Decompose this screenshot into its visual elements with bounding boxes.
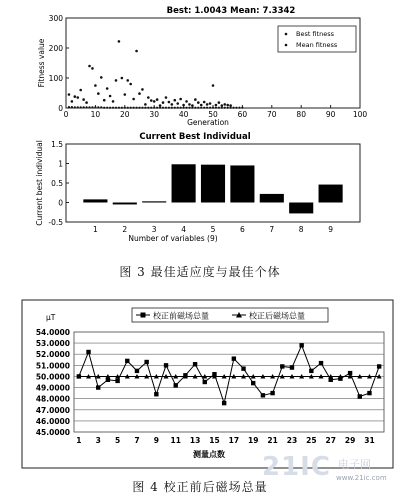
best-fitness-point — [138, 107, 140, 109]
bar-6 — [230, 165, 254, 202]
best-fitness-point — [232, 107, 234, 109]
mean-fitness-point — [218, 101, 221, 104]
mean-fitness-point — [203, 101, 206, 104]
mean-fitness-point — [94, 84, 97, 87]
before-correction-point — [299, 343, 303, 347]
legend-after-label: 校正后磁场总量 — [249, 311, 305, 321]
bar-ytick-label: 0 — [58, 198, 63, 208]
line-ytick-label: 47.0000 — [35, 405, 70, 415]
mean-fitness-point — [229, 104, 232, 107]
line-xtick-label: 27 — [325, 436, 336, 445]
scatter-ytick-label: 0 — [58, 104, 63, 113]
before-correction-point — [164, 363, 168, 367]
line-ytick-label: 50.0000 — [35, 372, 70, 382]
best-fitness-point — [171, 107, 173, 109]
bar-category-label: 1 — [93, 225, 98, 234]
best-fitness-point — [133, 107, 135, 109]
line-xtick-label: 11 — [170, 436, 181, 445]
before-correction-point — [203, 380, 207, 384]
scatter-xtick-label: 60 — [237, 110, 248, 119]
line-xtick-label: 13 — [189, 436, 201, 445]
best-fitness-point — [88, 106, 90, 108]
line-unit-label: μT — [46, 313, 56, 322]
line-xtick-label: 23 — [286, 436, 298, 445]
bar-category-label: 4 — [181, 225, 186, 234]
bar-category-label: 3 — [151, 225, 157, 234]
best-fitness-point — [200, 107, 202, 109]
line-xtick-label: 3 — [95, 436, 101, 445]
best-fitness-point — [109, 107, 111, 109]
line-xtick-label: 21 — [267, 436, 278, 445]
bar-9 — [319, 185, 343, 203]
mean-fitness-point — [221, 104, 224, 107]
mean-fitness-point — [121, 77, 124, 80]
best-fitness-point — [194, 107, 196, 109]
mean-fitness-point — [200, 104, 203, 107]
legend-before-marker — [141, 313, 146, 318]
scatter-xtick-label: 90 — [325, 110, 336, 119]
mean-fitness-point — [100, 76, 103, 79]
best-fitness-point — [209, 107, 211, 109]
mean-fitness-point — [129, 83, 132, 86]
best-fitness-point — [118, 107, 120, 109]
best-fitness-point — [212, 107, 214, 109]
before-correction-point — [319, 361, 323, 365]
bar-4 — [172, 164, 196, 202]
mean-fitness-point — [118, 40, 121, 43]
before-correction-point — [232, 356, 236, 360]
before-correction-point — [309, 369, 313, 373]
best-fitness-point — [147, 107, 149, 109]
line-ytick-label: 53.0000 — [35, 339, 70, 349]
best-fitness-point — [180, 107, 182, 109]
before-correction-point — [367, 391, 371, 395]
scatter-xtick-label: 70 — [267, 110, 277, 119]
line-ytick-label: 45.0000 — [35, 428, 70, 437]
best-fitness-point — [183, 107, 185, 109]
mean-fitness-point — [171, 103, 174, 106]
before-correction-point — [106, 378, 110, 382]
best-fitness-point — [215, 107, 217, 109]
best-fitness-point — [121, 107, 123, 109]
bar-category-label: 9 — [328, 225, 333, 234]
before-correction-point — [174, 383, 178, 387]
before-correction-point — [144, 360, 148, 364]
mean-fitness-point — [156, 98, 159, 101]
best-fitness-point — [230, 107, 232, 109]
before-correction-point — [329, 378, 333, 382]
mean-fitness-point — [85, 101, 88, 104]
mean-fitness-point — [179, 98, 182, 101]
best-fitness-point — [156, 107, 158, 109]
bar-xlabel: Number of variables (9) — [128, 234, 218, 243]
best-fitness-point — [227, 107, 229, 109]
before-correction-point — [135, 369, 139, 373]
line-ytick-label: 49.0000 — [35, 383, 70, 393]
mean-fitness-point — [206, 103, 209, 106]
best-fitness-point — [127, 107, 129, 109]
mean-fitness-point — [165, 96, 168, 99]
bar-ytick-label: 1 — [58, 159, 63, 169]
best-fitness-point — [221, 107, 223, 109]
best-fitness-point — [174, 107, 176, 109]
mean-fitness-point — [109, 95, 112, 98]
scatter-xtick-label: 30 — [149, 110, 159, 119]
line-ytick-label: 54.0000 — [35, 328, 70, 337]
best-fitness-point — [68, 106, 70, 108]
mean-fitness-point — [215, 104, 218, 107]
mean-fitness-point — [188, 103, 191, 106]
best-fitness-point — [100, 106, 102, 108]
best-fitness-point — [80, 106, 82, 108]
mean-fitness-point — [138, 92, 141, 95]
before-correction-point — [193, 362, 197, 366]
best-fitness-point — [85, 106, 87, 108]
legend-mean-label: Mean fitness — [296, 41, 338, 49]
before-correction-point — [377, 364, 381, 368]
best-fitness-point — [162, 107, 164, 109]
mean-fitness-point — [91, 67, 94, 70]
legend-mean-marker — [285, 44, 288, 47]
mean-fitness-point — [191, 104, 194, 107]
bar-1 — [83, 199, 107, 202]
mean-fitness-point — [153, 100, 156, 103]
best-fitness-point — [235, 107, 237, 109]
before-correction-point — [251, 381, 255, 385]
before-correction-point — [261, 393, 265, 397]
mean-fitness-point — [68, 93, 71, 96]
before-correction-point — [348, 371, 352, 375]
mean-fitness-point — [141, 88, 144, 91]
scatter-xtick-label: 40 — [178, 110, 189, 119]
before-correction-point — [290, 365, 294, 369]
best-fitness-point — [112, 107, 114, 109]
mean-fitness-point — [79, 89, 82, 92]
best-fitness-point — [150, 107, 152, 109]
best-fitness-point — [91, 106, 93, 108]
legend-best-label: Best fitness — [296, 30, 334, 38]
line-xtick-label: 7 — [134, 436, 140, 445]
scatter-xlabel: Generation — [187, 118, 229, 127]
mean-fitness-point — [135, 50, 138, 53]
best-fitness-point — [103, 107, 105, 109]
best-fitness-point — [218, 107, 220, 109]
mean-fitness-point — [124, 93, 127, 96]
legend-before-label: 校正前磁场总量 — [153, 311, 209, 321]
line-xtick-label: 17 — [228, 436, 240, 445]
mean-fitness-point — [97, 92, 100, 95]
bar-3 — [142, 201, 166, 202]
watermark-logo-text: 电子网 — [338, 458, 371, 471]
bar-7 — [260, 194, 284, 203]
line-ytick-label: 48.0000 — [35, 394, 70, 404]
bar-category-label: 2 — [122, 225, 128, 234]
scatter-title: Best: 1.0043 Mean: 7.3342 — [166, 6, 296, 16]
best-fitness-point — [153, 107, 155, 109]
best-fitness-point — [77, 106, 79, 108]
figure-4-caption: 图 4 校正前后磁场总量 — [132, 480, 268, 494]
line-ytick-label: 52.0000 — [35, 350, 70, 360]
before-correction-point — [86, 350, 90, 354]
before-correction-point — [183, 373, 187, 377]
before-correction-point — [358, 394, 362, 398]
scatter-xtick-label: 80 — [296, 110, 306, 119]
mean-fitness-point — [194, 98, 197, 101]
bar-ylabel: Current best individual — [35, 140, 44, 226]
mean-fitness-point — [173, 99, 176, 102]
figure-3-caption: 图 3 最佳适应度与最佳个体 — [119, 265, 281, 279]
line-xtick-label: 29 — [344, 436, 356, 445]
line-xlabel: 测量点数 — [193, 450, 225, 459]
line-xtick-label: 25 — [306, 436, 317, 445]
bar-5 — [201, 165, 225, 203]
mean-fitness-point — [223, 103, 226, 106]
bar-ytick-label: 0.5 — [51, 179, 63, 188]
mean-fitness-point — [115, 79, 118, 82]
scatter-ytick-label: 300 — [48, 14, 63, 23]
bar-ytick-label: -0.5 — [48, 218, 63, 227]
scatter-xtick-label: 10 — [90, 110, 101, 119]
mean-fitness-point — [106, 87, 109, 90]
best-fitness-point — [185, 107, 187, 109]
best-fitness-point — [224, 107, 226, 109]
line-xtick-label: 9 — [153, 436, 159, 445]
best-fitness-point — [106, 107, 108, 109]
mean-fitness-point — [132, 98, 135, 101]
best-fitness-point — [188, 107, 190, 109]
mean-fitness-point — [71, 100, 74, 103]
mean-fitness-point — [176, 102, 179, 105]
mean-fitness-point — [212, 84, 215, 87]
scatter-ylabel: Fitness value — [37, 38, 46, 88]
best-fitness-point — [165, 107, 167, 109]
scatter-xtick-label: 100 — [352, 110, 368, 119]
bar-ytick-label: 1.5 — [51, 140, 63, 149]
line-xtick-label: 15 — [209, 436, 220, 445]
line-xtick-label: 19 — [248, 436, 259, 445]
best-fitness-point — [238, 107, 240, 109]
bar-category-label: 6 — [240, 225, 245, 234]
before-correction-point — [222, 401, 226, 405]
mean-fitness-point — [76, 96, 79, 99]
mean-fitness-point — [159, 104, 162, 107]
before-correction-point — [270, 391, 274, 395]
best-fitness-point — [115, 107, 117, 109]
best-fitness-point — [168, 107, 170, 109]
line-xtick-label: 5 — [114, 436, 121, 445]
mean-fitness-point — [88, 65, 91, 68]
line-xtick-label: 1 — [76, 436, 82, 445]
best-fitness-point — [159, 107, 161, 109]
before-correction-point — [115, 379, 119, 383]
mean-fitness-point — [112, 100, 115, 103]
watermark-logo: 21IC — [262, 452, 331, 482]
mean-fitness-point — [82, 98, 85, 101]
mean-fitness-point — [168, 101, 171, 104]
best-fitness-point — [241, 107, 243, 109]
before-correction-point — [96, 385, 100, 389]
before-correction-point — [280, 364, 284, 368]
scatter-xtick-label: 0 — [63, 110, 69, 119]
bar-category-label: 7 — [269, 225, 275, 234]
best-fitness-point — [191, 107, 193, 109]
best-fitness-point — [144, 107, 146, 109]
mean-fitness-point — [226, 104, 229, 107]
mean-fitness-point — [209, 102, 212, 105]
bar-2 — [113, 203, 137, 205]
mean-fitness-point — [126, 79, 129, 82]
before-correction-point — [154, 392, 158, 396]
best-fitness-point — [197, 107, 199, 109]
best-fitness-point — [71, 106, 73, 108]
before-correction-point — [77, 374, 81, 378]
mean-fitness-point — [103, 99, 106, 102]
scatter-ytick-label: 200 — [48, 44, 63, 53]
before-correction-point — [338, 376, 342, 380]
mean-fitness-point — [162, 101, 165, 104]
best-fitness-point — [94, 106, 96, 108]
watermark-url: www.21ic.com — [336, 474, 387, 482]
best-fitness-point — [203, 107, 205, 109]
best-fitness-point — [124, 107, 126, 109]
bar-category-label: 8 — [298, 225, 304, 234]
before-correction-point — [212, 372, 216, 376]
bar-8 — [289, 203, 313, 214]
mean-fitness-point — [144, 103, 147, 106]
scatter-xtick-label: 50 — [208, 110, 218, 119]
best-fitness-point — [135, 107, 137, 109]
line-ytick-label: 46.0000 — [35, 416, 70, 426]
legend-best-marker — [285, 33, 288, 36]
before-correction-point — [125, 359, 129, 363]
best-fitness-point — [97, 106, 99, 108]
scatter-ytick-label: 100 — [48, 74, 63, 83]
best-fitness-point — [206, 107, 208, 109]
mean-fitness-point — [74, 95, 77, 98]
best-fitness-point — [74, 106, 76, 108]
scatter-xtick-label: 20 — [120, 110, 130, 119]
mean-fitness-point — [182, 104, 185, 107]
best-fitness-point — [177, 107, 179, 109]
mean-fitness-point — [197, 101, 200, 104]
best-fitness-point — [83, 106, 85, 108]
line-ytick-label: 51.0000 — [35, 361, 70, 371]
mean-fitness-point — [150, 99, 153, 102]
bar-category-label: 5 — [210, 225, 216, 234]
best-fitness-point — [130, 107, 132, 109]
best-fitness-point — [141, 107, 143, 109]
line-xtick-label: 31 — [364, 436, 375, 445]
bar-title: Current Best Individual — [139, 132, 251, 142]
before-correction-point — [241, 366, 245, 370]
mean-fitness-point — [185, 100, 188, 103]
mean-fitness-point — [147, 96, 150, 99]
